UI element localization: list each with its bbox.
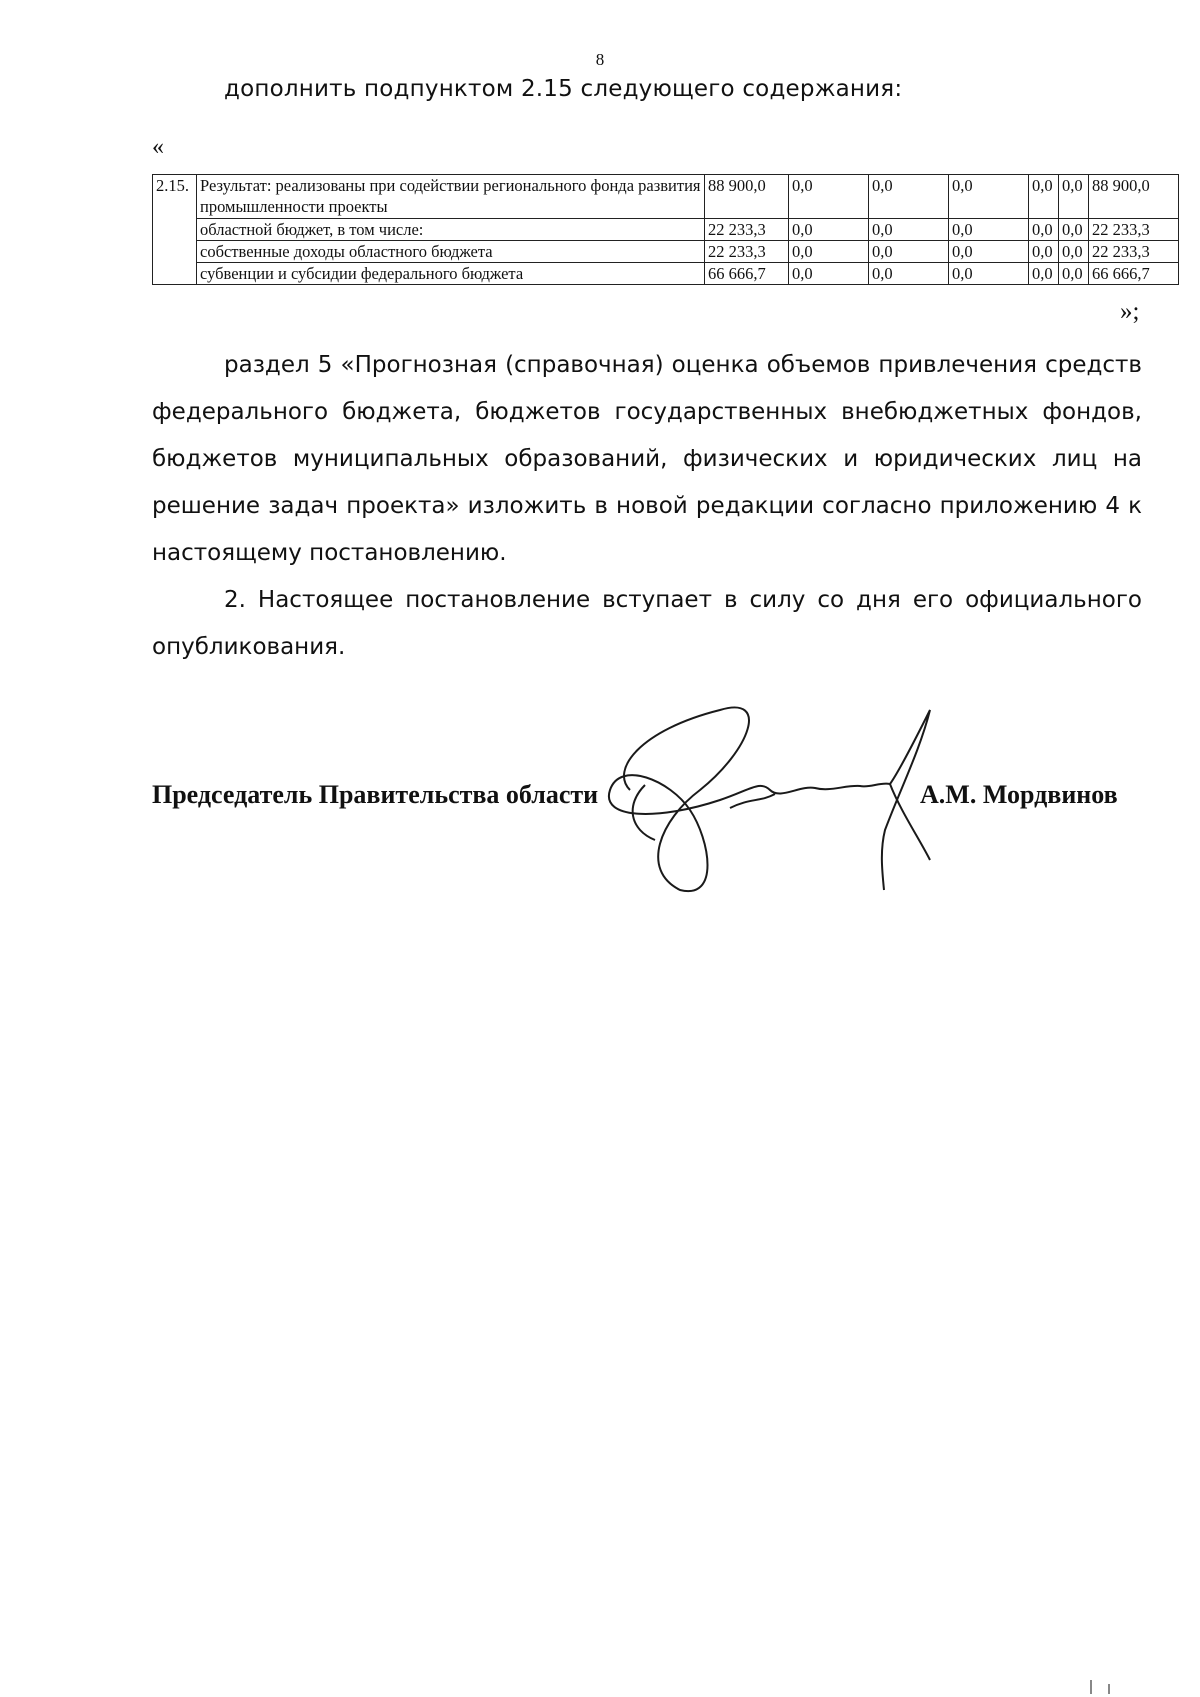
cell-value: 0,0 <box>869 263 949 285</box>
effective-date-paragraph: 2. Настоящее постановление вступает в силу со дня его официального опубликования. <box>152 587 1142 660</box>
cell-value: 0,0 <box>949 263 1029 285</box>
signatory-name: А.М. Мордвинов <box>920 780 1118 809</box>
cell-value: 0,0 <box>949 241 1029 263</box>
cell-value: 0,0 <box>1059 263 1089 285</box>
body-text <box>152 342 1142 671</box>
row-number: 2.15. <box>153 175 197 285</box>
scan-mark <box>1108 1684 1110 1694</box>
table-row <box>153 241 1179 263</box>
scan-mark <box>1090 1680 1092 1694</box>
cell-value: 22 233,3 <box>705 219 789 241</box>
cell-value: 22 233,3 <box>1089 241 1179 263</box>
intro-line: дополнить подпунктом 2.15 следующего содержания: <box>224 76 903 102</box>
cell-value: 0,0 <box>1059 219 1089 241</box>
cell-value: 0,0 <box>789 175 869 219</box>
cell-value: 22 233,3 <box>705 241 789 263</box>
cell-value: 0,0 <box>1029 241 1059 263</box>
cell-value: 0,0 <box>869 219 949 241</box>
table-row <box>153 175 1179 219</box>
section-5-paragraph: раздел 5 «Прогнозная (справочная) оценка объемов привлечения средств федерального бюджета, бюджетов государственных внебюджетных фондов, бюджетов муниципальных образований, физических и юридических лиц на решение задач проекта» изложить в новой редакции согласно приложению 4 к настоящему постановлению. <box>152 352 1142 566</box>
cell-value: 0,0 <box>869 241 949 263</box>
table-row <box>153 263 1179 285</box>
cell-value: 0,0 <box>1029 175 1059 219</box>
cell-value: 0,0 <box>949 219 1029 241</box>
row-label: Результат: реализованы при содействии регионального фонда развития промышленности проекты <box>197 175 705 219</box>
cell-value: 0,0 <box>949 175 1029 219</box>
cell-value: 0,0 <box>1029 219 1059 241</box>
row-label: субвенции и субсидии федерального бюджета <box>197 263 705 285</box>
results-table <box>152 174 1179 285</box>
page-number: 8 <box>595 50 605 69</box>
signatory-title: Председатель Правительства области <box>152 780 599 809</box>
cell-value: 88 900,0 <box>705 175 789 219</box>
cell-value: 66 666,7 <box>1089 263 1179 285</box>
table-row <box>153 219 1179 241</box>
cell-value: 0,0 <box>1059 175 1089 219</box>
closing-quote: »; <box>1120 298 1140 325</box>
cell-value: 88 900,0 <box>1089 175 1179 219</box>
cell-value: 66 666,7 <box>705 263 789 285</box>
row-label: собственные доходы областного бюджета <box>197 241 705 263</box>
cell-value: 0,0 <box>789 241 869 263</box>
cell-value: 0,0 <box>1029 263 1059 285</box>
cell-value: 22 233,3 <box>1089 219 1179 241</box>
cell-value: 0,0 <box>1059 241 1089 263</box>
opening-quote: « <box>152 134 164 160</box>
cell-value: 0,0 <box>869 175 949 219</box>
row-label: областной бюджет, в том числе: <box>197 219 705 241</box>
cell-value: 0,0 <box>789 263 869 285</box>
cell-value: 0,0 <box>789 219 869 241</box>
